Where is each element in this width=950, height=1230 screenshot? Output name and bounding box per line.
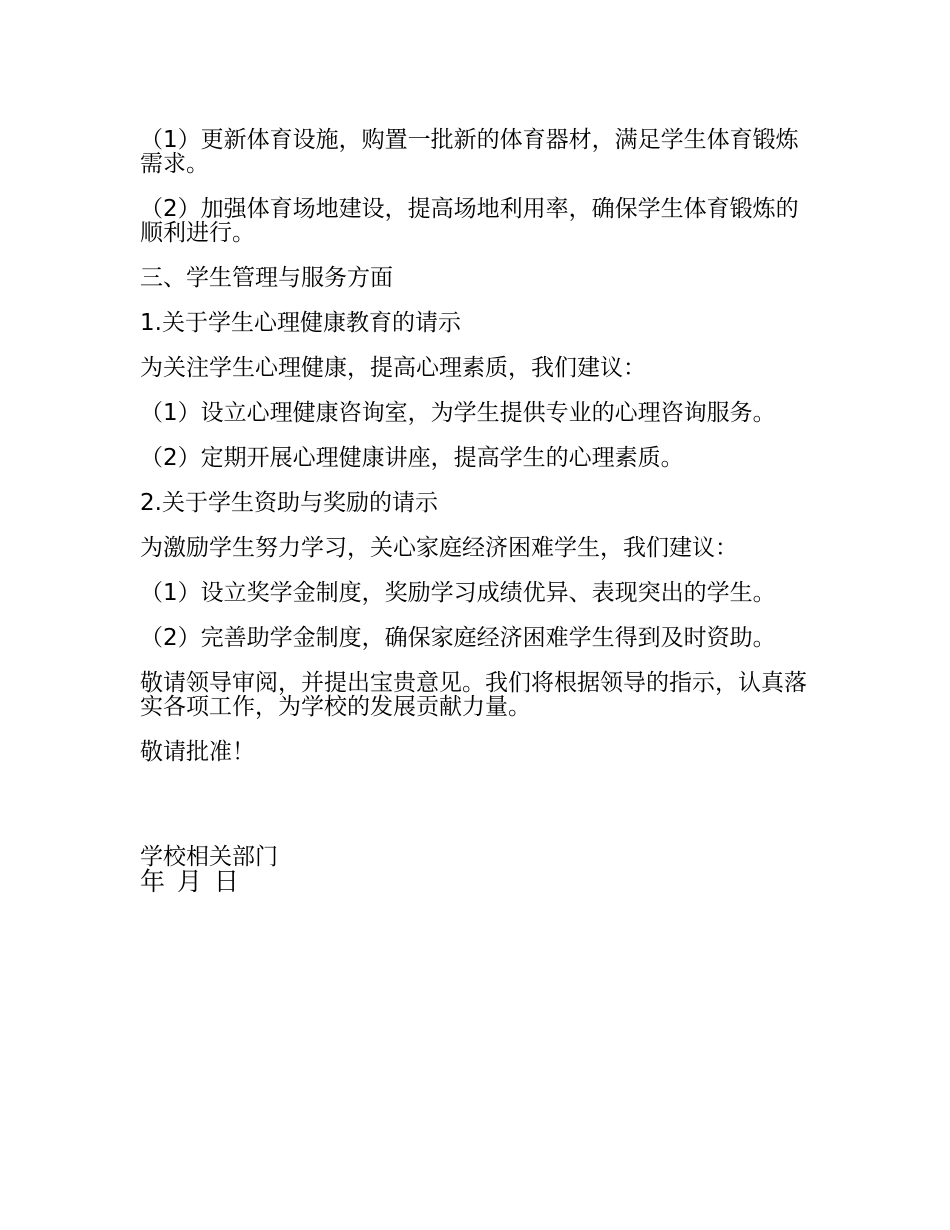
paragraph-mental-health-lectures: （2）定期开展心理健康讲座，提高学生的心理素质。: [140, 445, 684, 471]
paragraph-scholarship: （1）设立奖学金制度，奖励学习成绩优异、表现突出的学生。: [140, 580, 776, 606]
document-body: [140, 128, 815, 785]
paragraph-sports-equipment: （1）更新体育设施，购置一批新的体育器材，满足学生体育锻炼需求。: [140, 127, 799, 177]
paragraph-mental-health-intro: 为关注学生心理健康，提高心理素质，我们建议：: [140, 355, 646, 381]
signature-block: [140, 845, 278, 895]
subheading-mental-health: 1.关于学生心理健康教育的请示: [140, 310, 461, 336]
section-heading-student-management: 三、学生管理与服务方面: [140, 265, 393, 291]
subheading-financial-aid: 2.关于学生资助与奖励的请示: [140, 490, 438, 516]
signature-department: 学校相关部门: [140, 844, 278, 870]
paragraph-financial-aid-intro: 为激励学生努力学习，关心家庭经济困难学生，我们建议：: [140, 535, 738, 561]
signature-date: 年 月 日: [140, 867, 241, 896]
paragraph-closing-review: 敬请领导审阅，并提出宝贵意见。我们将根据领导的指示，认真落实各项工作，为学校的发展贡献力量。: [140, 670, 807, 720]
paragraph-sports-field: （2）加强体育场地建设，提高场地利用率，确保学生体育锻炼的顺利进行。: [140, 196, 799, 246]
paragraph-counseling-room: （1）设立心理健康咨询室，为学生提供专业的心理咨询服务。: [140, 400, 776, 426]
paragraph-closing-approval: 敬请批准！: [140, 739, 255, 765]
paragraph-grant: （2）完善助学金制度，确保家庭经济困难学生得到及时资助。: [140, 625, 776, 651]
